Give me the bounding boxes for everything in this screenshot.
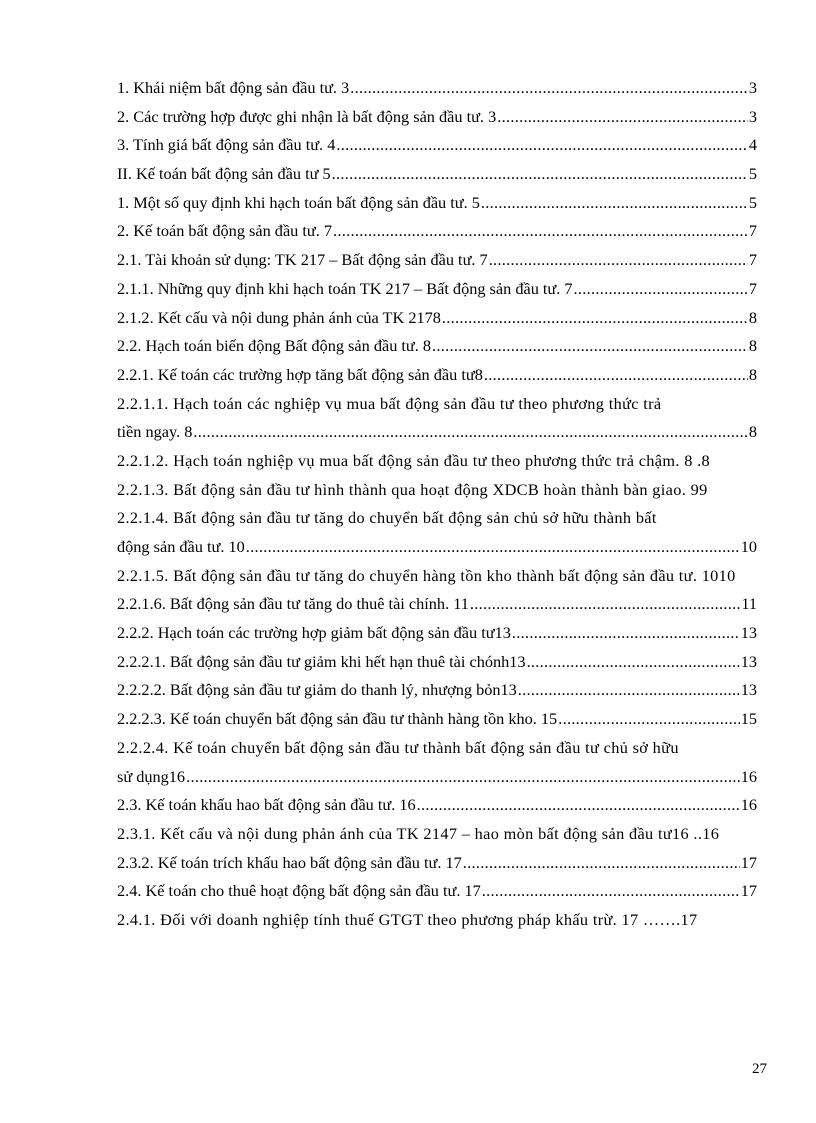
toc-entry-page: 8 (748, 336, 757, 356)
toc-entry-title: 2. Các trường hợp được ghi nhận là bất động sản đầu tư. 3 (117, 106, 497, 126)
toc-entry-title: 2.2.2.3. Kế toán chuyển bất động sản đầu tư thành hàng tồn kho. 15 (117, 709, 558, 729)
toc-entry-page: 15 (740, 709, 757, 729)
toc-entry-page: 3 (748, 106, 757, 126)
toc-leader-dots (333, 221, 748, 241)
toc-leader-dots (463, 853, 740, 873)
toc-entry-page: 13 (740, 680, 757, 700)
toc-entry-title: 2.2.2. Hạch toán các trường hợp giảm bất động sản đầu tư13 (117, 623, 511, 643)
toc-entry[interactable] (117, 334, 757, 363)
toc-leader-dots (186, 767, 740, 787)
toc-leader-dots (489, 250, 748, 270)
toc-entry[interactable] (117, 851, 757, 880)
toc-entry-page: 3 (748, 78, 757, 97)
toc-entry-title: 2.2.1. Kế toán các trường hợp tăng bất động sản đầu tư8 (117, 364, 483, 384)
toc-leader-dots (470, 594, 740, 614)
toc-entry[interactable] (117, 506, 757, 535)
toc-entry-title: 2. Kế toán bất động sản đầu tư. 7 (117, 221, 333, 241)
toc-entry-title: 2.2.1.1. Hạch toán các nghiệp vụ mua bất động sản đầu tư theo phương thức trả (117, 393, 662, 413)
toc-entry-page: 17 (740, 852, 757, 872)
toc-entry-page: 8 (748, 364, 757, 384)
toc-entry-page: 7 (748, 278, 757, 298)
toc-entry[interactable] (117, 678, 757, 707)
toc-entry-page: 5 (748, 192, 757, 212)
toc-entry[interactable] (117, 564, 757, 593)
toc-entry-page: 5 (748, 164, 757, 184)
toc-leader-dots (246, 537, 740, 557)
toc-entry[interactable] (117, 420, 757, 449)
table-of-contents (117, 76, 757, 937)
toc-entry-title: 3. Tính giá bất động sản đầu tư. 4 (117, 135, 336, 155)
toc-entry-title: động sản đầu tư. 10 (117, 537, 245, 556)
toc-leader-dots (574, 279, 748, 299)
toc-entry[interactable] (117, 736, 757, 765)
toc-entry[interactable] (117, 478, 757, 507)
toc-entry[interactable] (117, 277, 757, 306)
toc-entry[interactable] (117, 449, 757, 478)
toc-leader-dots (558, 709, 740, 729)
toc-entry-page: 10 (740, 537, 757, 556)
toc-entry[interactable] (117, 707, 757, 736)
toc-entry-title: 1. Khái niệm bất động sản đầu tư. 3 (117, 78, 350, 97)
toc-entry-title: 2.2.1.6. Bất động sản đầu tư tăng do thuê tài chính. 11 (117, 594, 469, 614)
toc-leader-dots (417, 795, 740, 815)
toc-entry[interactable] (117, 162, 757, 191)
toc-entry-title: sử dụng16 (117, 766, 186, 786)
toc-entry-title: 2.1.2. Kết cấu và nội dung phản ánh của TK 2178 (117, 307, 441, 327)
toc-leader-dots (482, 881, 740, 901)
page-number: 27 (752, 1061, 767, 1077)
toc-leader-dots (350, 78, 748, 98)
toc-entry-title: 2.2.1.4. Bất động sản đầu tư tăng do chuyển bất động sản chủ sở hữu thành bất (117, 508, 657, 528)
toc-leader-dots (527, 652, 740, 672)
toc-entry-title: 2.2.2.2. Bất động sản đầu tư giảm do thanh lý, nhượng bỏn13 (117, 680, 517, 700)
toc-entry-title: 2.1. Tài khoản sử dụng: TK 217 – Bất động sản đầu tư. 7 (117, 250, 488, 270)
toc-entry-page: 8 (748, 307, 757, 327)
toc-entry-title: 2.2. Hạch toán biến động Bất động sản đầu tư. 8 (117, 336, 432, 356)
toc-entry-title: 2.3. Kế toán khấu hao bất động sản đầu tư. 16 (117, 795, 416, 815)
toc-leader-dots (497, 107, 748, 127)
toc-entry[interactable] (117, 879, 757, 908)
toc-entry-title: 1. Một số quy định khi hạch toán bất động sản đầu tư. 5 (117, 192, 480, 212)
toc-entry-page: 16 (740, 795, 757, 815)
toc-entry-title: 2.3.2. Kế toán trích khấu hao bất động sản đầu tư. 17 (117, 852, 462, 872)
toc-entry[interactable] (117, 535, 757, 564)
toc-entry[interactable] (117, 248, 757, 277)
toc-entry-title: 2.2.2.1. Bất động sản đầu tư giảm khi hết hạn thuê tài chónh13 (117, 651, 526, 671)
toc-entry-page: 16 (740, 766, 757, 786)
toc-entry-title: II. Kế toán bất động sản đầu tư 5 (117, 164, 331, 184)
toc-entry-title: 2.1.1. Những quy định khi hạch toán TK 217 – Bất động sản đầu tư. 7 (117, 278, 573, 298)
toc-entry[interactable] (117, 793, 757, 822)
toc-leader-dots (432, 336, 748, 356)
toc-entry[interactable] (117, 592, 757, 621)
toc-entry-page: 11 (741, 594, 757, 614)
toc-entry-page: 4 (748, 135, 757, 155)
toc-entry-page: 13 (740, 623, 757, 643)
toc-entry[interactable] (117, 908, 757, 937)
toc-entry-page: 7 (748, 250, 757, 270)
toc-entry-title: 2.2.1.2. Hạch toán nghiệp vụ mua bất động sản đầu tư theo phương thức trả chậm. 8 .8 (117, 450, 711, 470)
toc-entry[interactable] (117, 191, 757, 220)
toc-leader-dots (336, 135, 748, 155)
toc-entry[interactable] (117, 306, 757, 335)
toc-entry-page: 8 (748, 422, 757, 442)
toc-leader-dots (193, 422, 748, 442)
toc-entry[interactable] (117, 219, 757, 248)
toc-leader-dots (442, 308, 748, 328)
toc-entry[interactable] (117, 765, 757, 794)
toc-entry[interactable] (117, 650, 757, 679)
toc-leader-dots (484, 365, 748, 385)
toc-entry[interactable] (117, 621, 757, 650)
toc-entry-title: 2.2.2.4. Kế toán chuyển bất động sản đầu tư thành bất động sản đầu tư chủ sở hữu (117, 737, 679, 757)
toc-entry-title: tiền ngay. 8 (117, 422, 193, 442)
toc-entry[interactable] (117, 392, 757, 421)
toc-leader-dots (518, 680, 740, 700)
toc-entry-title: 2.3.1. Kết cấu và nội dung phản ánh của TK 2147 – hao mòn bất động sản đầu tư16 ..16 (117, 823, 720, 843)
toc-entry-title: 2.2.1.3. Bất động sản đầu tư hình thành qua hoạt động XDCB hoàn thành bàn giao. 99 (117, 479, 708, 499)
toc-entry-page: 7 (748, 221, 757, 241)
toc-entry[interactable] (117, 105, 757, 134)
toc-leader-dots (332, 164, 748, 184)
toc-entry-title: 2.4. Kế toán cho thuê hoạt động bất động sản đầu tư. 17 (117, 881, 481, 901)
toc-leader-dots (512, 623, 740, 643)
toc-entry[interactable] (117, 76, 757, 105)
toc-leader-dots (481, 193, 748, 213)
toc-entry[interactable] (117, 133, 757, 162)
toc-entry-title: 2.2.1.5. Bất động sản đầu tư tăng do chuyển hàng tồn kho thành bất động sản đầu tư. 1010 (117, 565, 736, 585)
toc-entry-page: 13 (740, 651, 757, 671)
toc-entry[interactable] (117, 363, 757, 392)
toc-entry-title: 2.4.1. Đối với doanh nghiệp tính thuế GTGT theo phương pháp khấu trừ. 17 …….17 (117, 909, 698, 929)
toc-entry[interactable] (117, 822, 757, 851)
toc-entry-page: 17 (740, 881, 757, 901)
